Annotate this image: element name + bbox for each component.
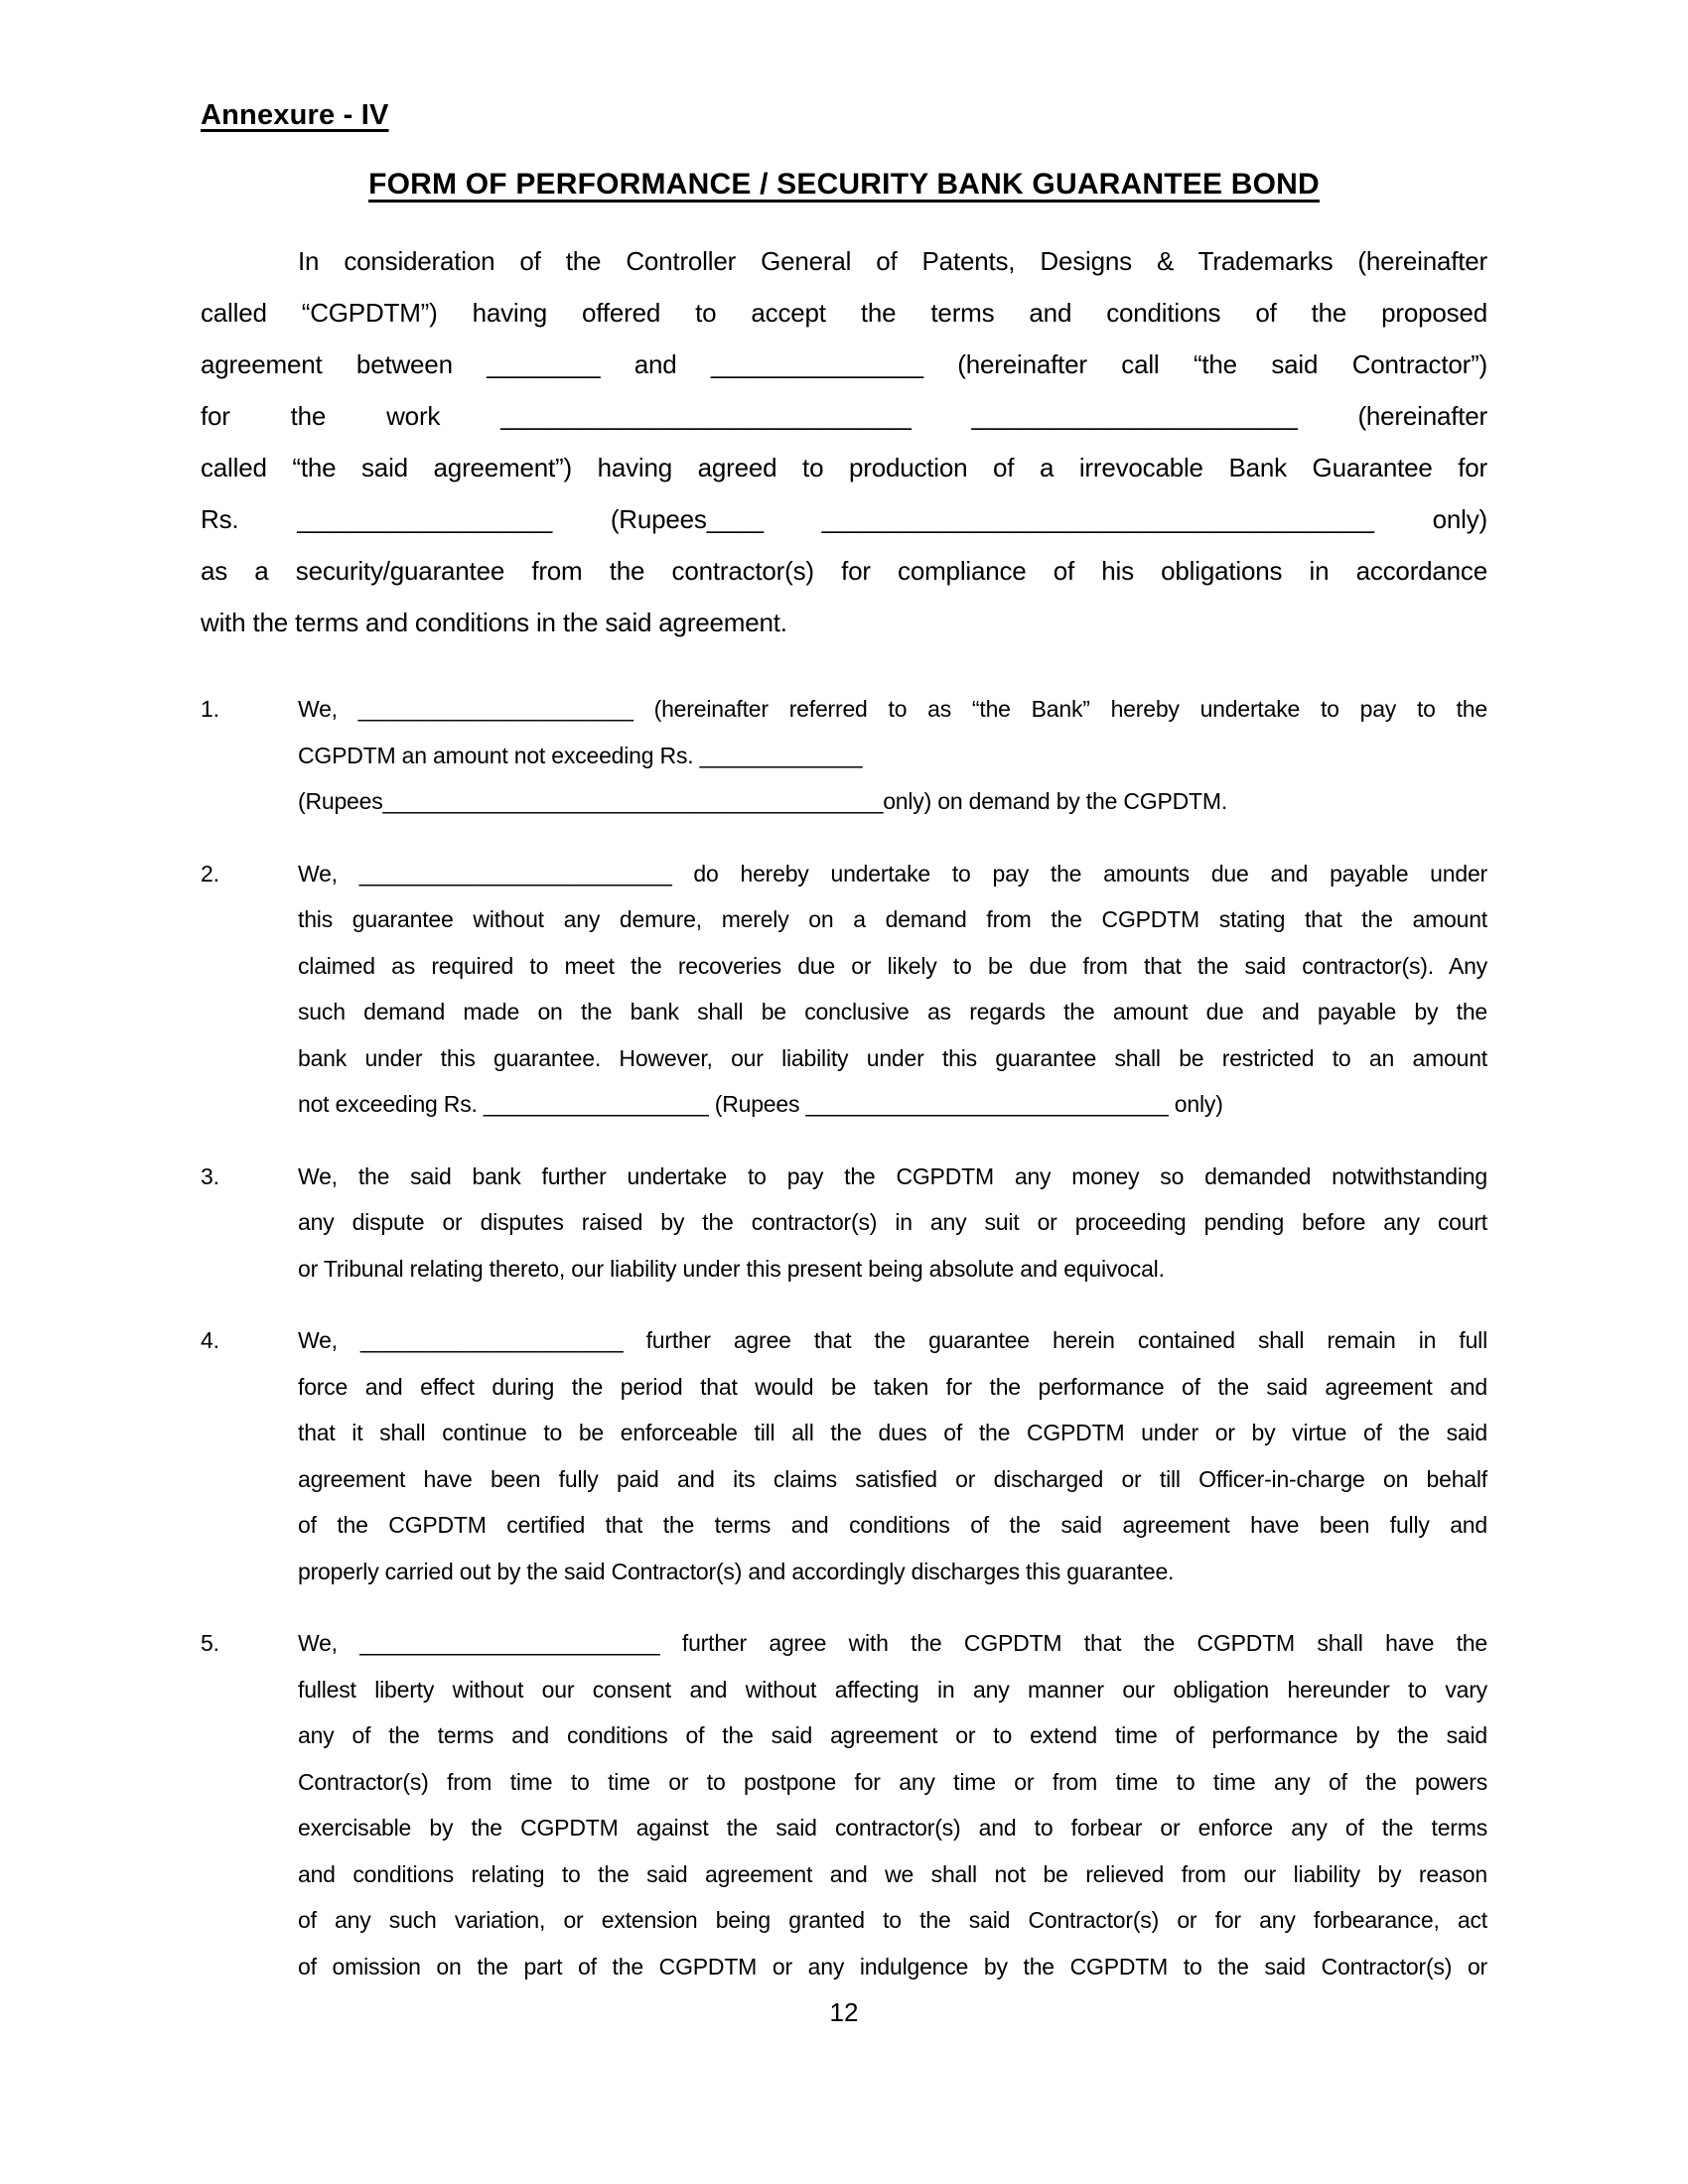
annexure-label [201,99,1487,132]
page-number: 12 [829,1997,859,2027]
text-line: this guarantee without any demure, merely on a demand from the CGPDTM stating that the amount [298,906,1487,932]
text-line: of omission on the part of the CGPDTM or any indulgence by the CGPDTM to the said Contractor(s) or [298,1953,1487,1979]
text-line: fullest liberty without our consent and without affecting in any manner our obligation hereunder to vary [298,1676,1487,1703]
text-line: that it shall continue to be enforceable till all the dues of the CGPDTM under or by virtue of the said [298,1420,1487,1445]
text-line: agreement between ________ and _______________ (hereinafter call “the said Contractor”) [201,349,1487,379]
intro-paragraph [201,235,1487,648]
list-item [201,851,1487,1128]
text-line: not exceeding Rs. __________________ (Rupees _____________________________ only) [298,1091,1223,1117]
text-line: called “the said agreement”) having agreed to production of a irrevocable Bank Guarantee for [201,453,1487,482]
list-item [201,686,1487,825]
item-number: 5. [201,1630,219,1656]
text-line: as a security/guarantee from the contractor(s) for compliance of his obligations in accordance [201,556,1487,586]
text-line: We, ________________________ further agree with the CGPDTM that the CGPDTM shall have the [298,1630,1487,1656]
text-line: We, ______________________ (hereinafter referred to as “the Bank” hereby undertake to pay to the [298,696,1487,722]
text-line: We, _________________________ do hereby undertake to pay the amounts due and payable under [298,860,1487,887]
item-number: 1. [201,696,219,722]
text-line: with the terms and conditions in the said agreement. [201,608,787,637]
text-line: properly carried out by the said Contractor(s) and accordingly discharges this guarantee. [298,1558,1175,1584]
text-line: of the CGPDTM certified that the terms and conditions of the said agreement have been fully and [298,1512,1487,1538]
text-line: bank under this guarantee. However, our liability under this guarantee shall be restricted to an amount [298,1044,1487,1071]
text-line: claimed as required to meet the recoveries due or likely to be due from that the said contractor(s). Any [298,952,1487,979]
text-line: agreement have been fully paid and its claims satisfied or discharged or till Officer-in-charge on behalf [298,1465,1487,1492]
text-line: (Rupees________________________________________only) on demand by the CGPDTM. [298,788,1228,814]
text-line: of any such variation, or extension being granted to the said Contractor(s) or for any forbearance, act [298,1907,1487,1933]
text-line: for the work _____________________________ _______________________ (hereinafter [201,401,1487,431]
item-number: 3. [201,1162,219,1189]
text-line: or Tribunal relating thereto, our liability under this present being absolute and equivocal. [298,1255,1165,1282]
text-line: Rs. __________________ (Rupees____ _______________________________________ only) [201,504,1487,534]
text-line: We, _____________________ further agree that the guarantee herein contained shall remain in full [298,1327,1487,1353]
list-item [201,1154,1487,1293]
text-line: exercisable by the CGPDTM against the said contractor(s) and to forbear or enforce any of the terms [298,1815,1487,1841]
list-item [201,1620,1487,1989]
item-number: 2. [201,860,219,887]
text-line: Contractor(s) from time to time or to postpone for any time or from time to time any of the powers [298,1768,1487,1795]
text-line: any of the terms and conditions of the said agreement or to extend time of performance by the said [298,1722,1487,1748]
text-line: and conditions relating to the said agreement and we shall not be relieved from our liability by reason [298,1860,1487,1887]
text-line: In consideration of the Controller General of Patents, Designs & Trademarks (hereinafter [298,246,1487,276]
text-line: We, the said bank further undertake to pay the CGPDTM any money so demanded notwithstanding [298,1162,1487,1189]
text-line: force and effect during the period that would be taken for the performance of the said agreement and [298,1373,1487,1400]
list-item [201,1317,1487,1594]
text-line: called “CGPDTM”) having offered to accept the terms and conditions of the proposed [201,298,1487,328]
text-line: such demand made on the bank shall be conclusive as regards the amount due and payable by the [298,999,1487,1024]
document-title-text: FORM OF PERFORMANCE / SECURITY BANK GUARANTEE BOND [368,168,1320,201]
annexure-label-text: Annexure - IV [201,99,389,131]
item-number: 4. [201,1327,219,1353]
text-line: any dispute or disputes raised by the contractor(s) in any suit or proceeding pending before any court [298,1209,1487,1235]
document-title [201,168,1487,202]
numbered-clauses [201,686,1487,1989]
text-line: CGPDTM an amount not exceeding Rs. _____________ [298,742,863,768]
